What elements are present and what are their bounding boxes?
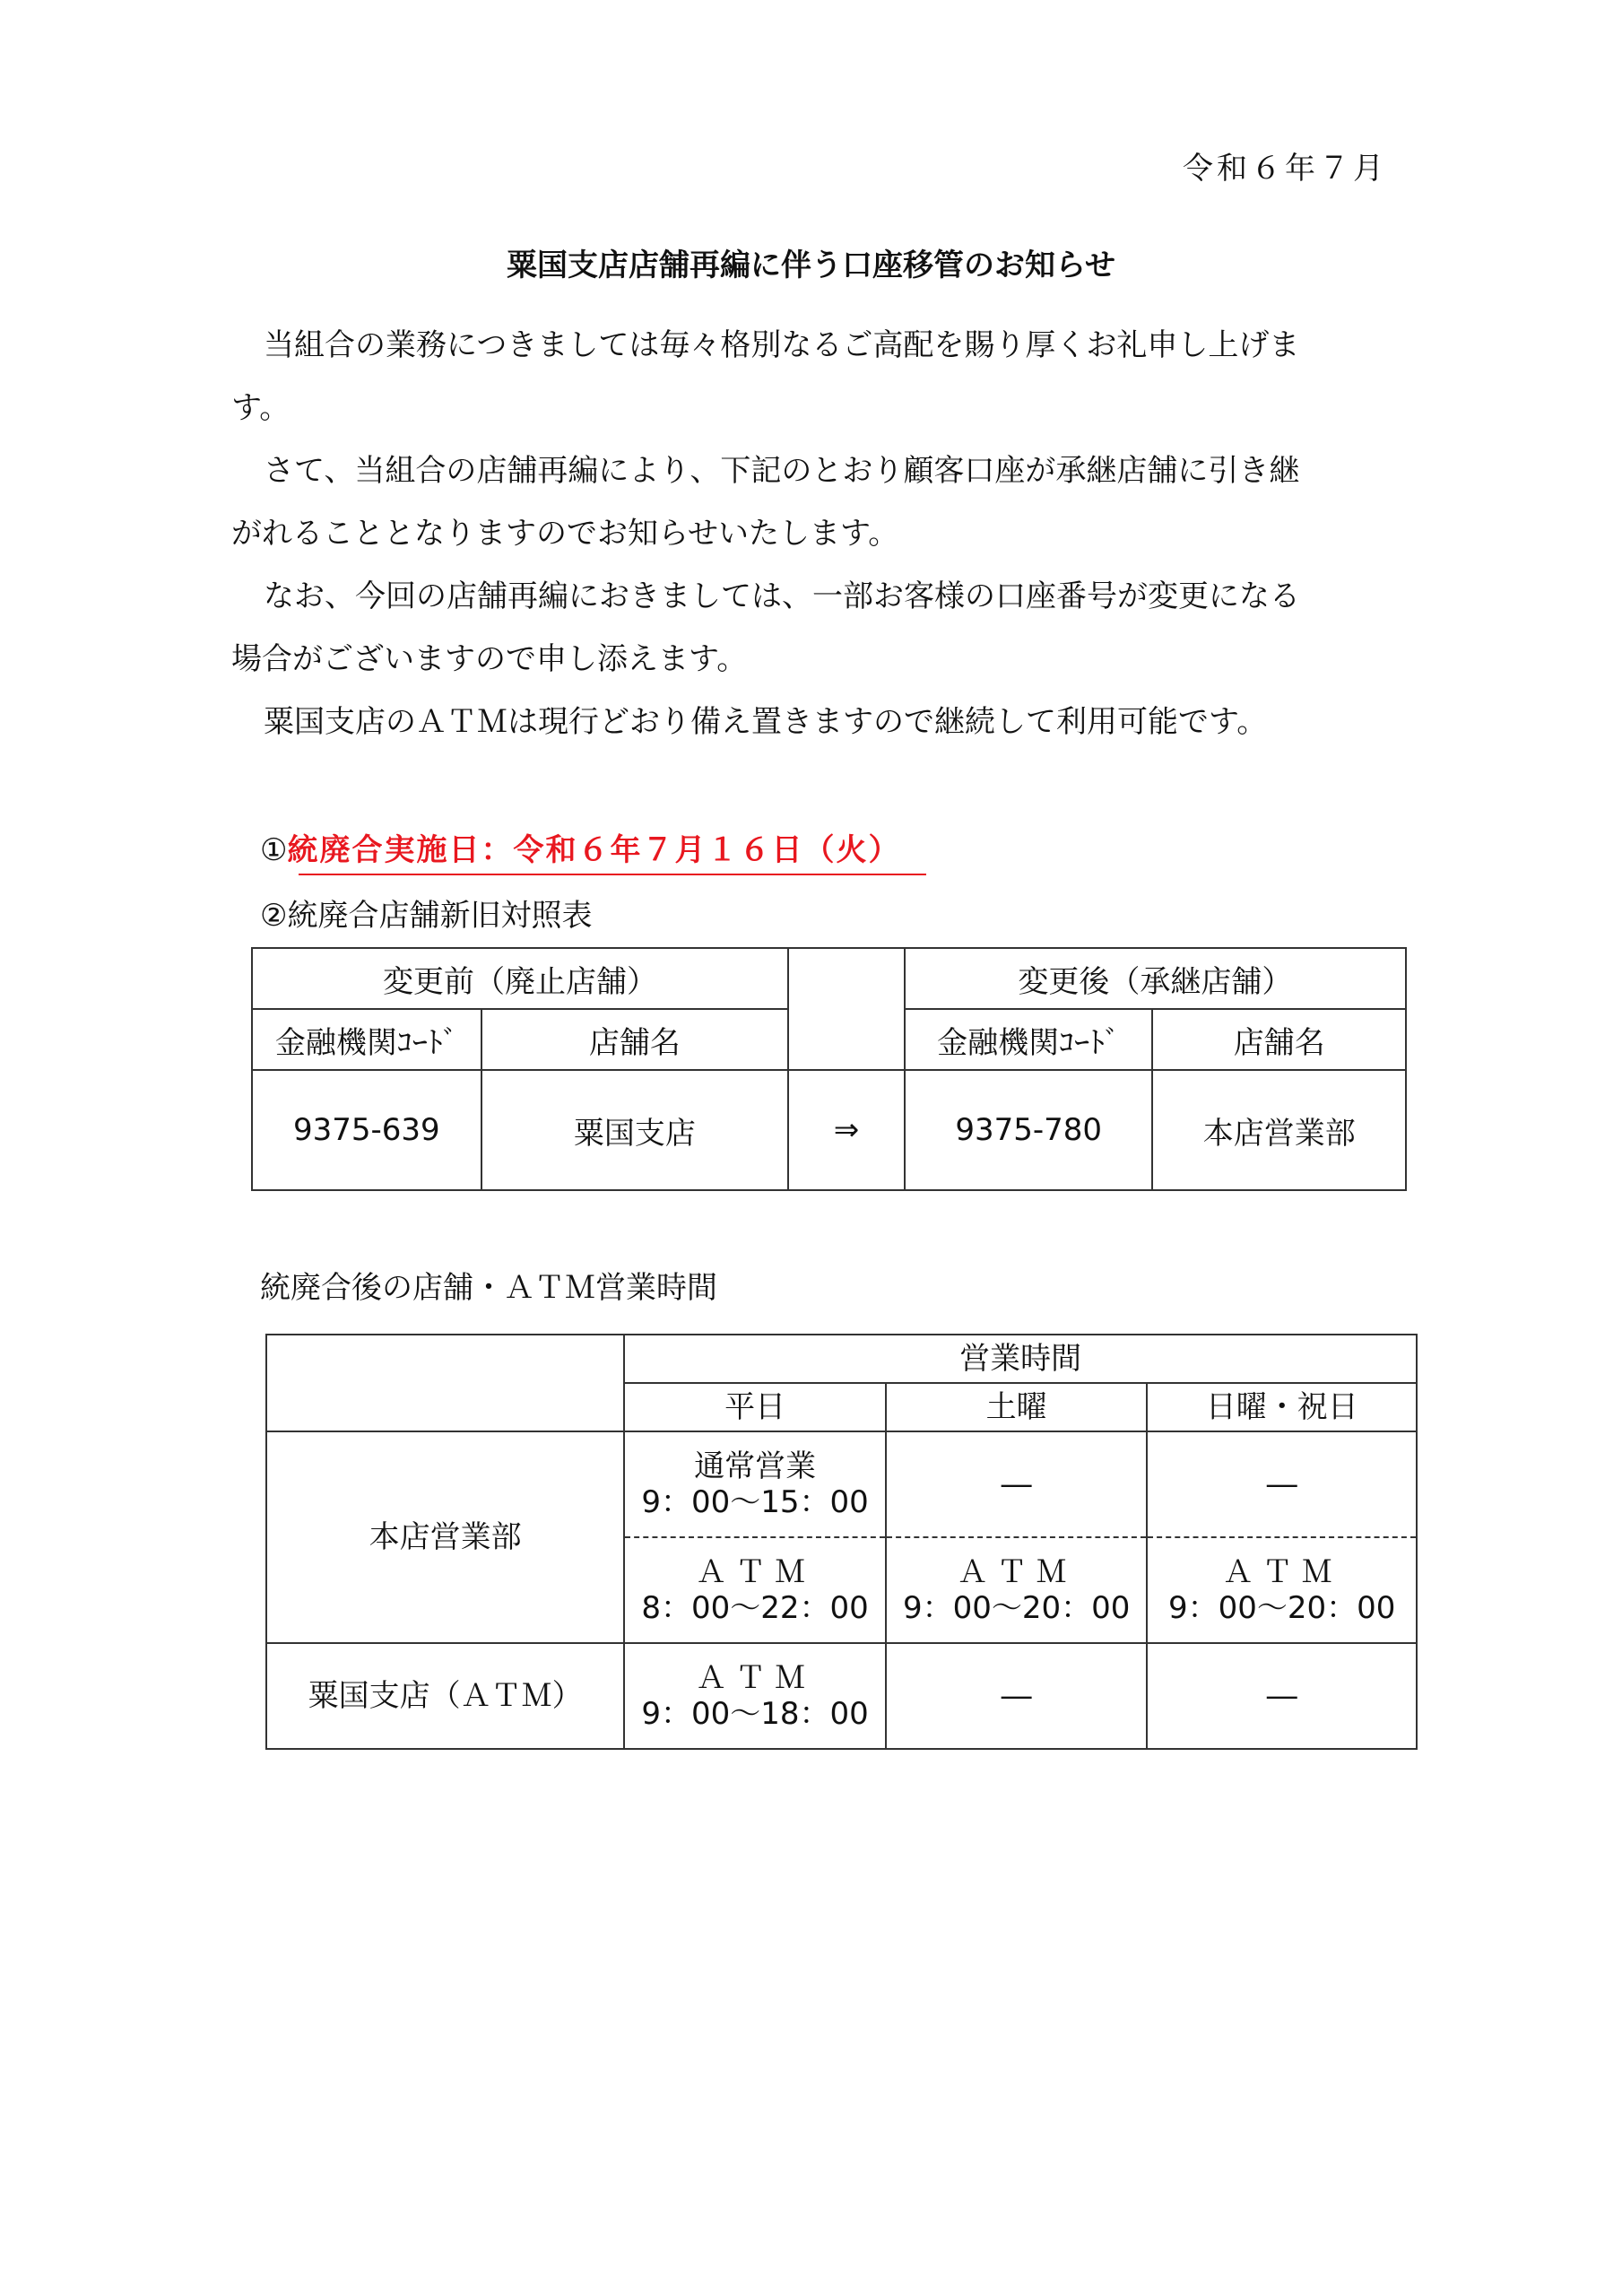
notice-title: 粟国支店店舗再編に伴う口座移管のお知らせ <box>507 248 1115 283</box>
corner-cell <box>266 1335 624 1431</box>
weekday-header: 平日 <box>624 1383 886 1431</box>
atm-weekday-cell <box>624 1537 886 1643</box>
issue-date: 令和６年７月 <box>1183 151 1387 187</box>
atm-sunday-cell <box>1147 1537 1417 1643</box>
atm-label: ＡＴＭ <box>1222 1554 1341 1590</box>
before-name-header: 店舗名 <box>481 1009 788 1070</box>
hours-header: 営業時間 <box>624 1335 1417 1383</box>
atm-saturday-cell <box>886 1537 1148 1643</box>
paragraph-2-line-2: がれることとなりますのでお知らせいたします。 <box>231 516 899 552</box>
item1-marker: ① <box>260 832 288 868</box>
paragraph-2-line-1: さて、当組合の店舗再編により、下記のとおり顧客口座が承継店舗に引き継 <box>264 453 1300 489</box>
paragraph-1-line-2: す。 <box>231 390 291 426</box>
aguni-weekday-cell <box>624 1643 886 1749</box>
branch-comparison-table <box>251 947 1407 1191</box>
business-hours-table <box>265 1334 1418 1750</box>
atm-label: ＡＴＭ <box>696 1554 815 1590</box>
after-code: 9375-780 <box>905 1070 1153 1190</box>
paragraph-1-line-1: 当組合の業務につきましては毎々格別なるご高配を賜り厚くお礼申し上げま <box>264 327 1300 363</box>
aguni-branch-label: 粟国支店（ＡＴＭ） <box>266 1643 624 1749</box>
before-code-header: 金融機関ｺｰﾄﾞ <box>252 1009 481 1070</box>
implementation-date-text: 統廃合実施日：令和６年７月１６日（火） <box>287 832 901 868</box>
paragraph-3-line-2: 場合がございますので申し添えます。 <box>231 641 748 677</box>
body-text <box>231 314 1397 753</box>
after-name: 本店営業部 <box>1152 1070 1406 1190</box>
before-name: 粟国支店 <box>481 1070 788 1190</box>
after-code-header: 金融機関ｺｰﾄﾞ <box>905 1009 1153 1070</box>
after-name-header: 店舗名 <box>1152 1009 1406 1070</box>
regular-label: 通常営業 <box>694 1448 817 1484</box>
atm-saturday-hours: 9：00～20：00 <box>902 1590 1131 1626</box>
arrow-icon: ⇒ <box>788 1070 905 1190</box>
regular-weekday-hours: 9：00～15：00 <box>641 1484 869 1520</box>
comparison-table-caption: ②統廃合店舗新旧対照表 <box>260 898 593 934</box>
regular-sunday: ― <box>1147 1431 1417 1537</box>
aguni-weekday-hours: 9：00～18：00 <box>641 1696 869 1732</box>
paragraph-4: 粟国支店のＡＴＭは現行どおり備え置きますので継続して利用可能です。 <box>264 704 1268 740</box>
atm-label: ＡＴＭ <box>696 1660 815 1696</box>
main-branch-label: 本店営業部 <box>266 1431 624 1643</box>
atm-label: ＡＴＭ <box>957 1554 1076 1590</box>
paragraph-3-line-1: なお、今回の店舗再編におきましては、一部お客様の口座番号が変更になる <box>264 578 1300 614</box>
before-code: 9375-639 <box>252 1070 481 1190</box>
aguni-sunday: ― <box>1147 1643 1417 1749</box>
after-header: 変更後（承継店舗） <box>905 948 1406 1009</box>
saturday-header: 土曜 <box>886 1383 1148 1431</box>
before-header: 変更前（廃止店舗） <box>252 948 788 1009</box>
regular-saturday: ― <box>886 1431 1148 1537</box>
atm-sunday-hours: 9：00～20：00 <box>1168 1590 1396 1626</box>
regular-weekday-cell <box>624 1431 886 1537</box>
implementation-date <box>260 825 900 869</box>
atm-weekday-hours: 8：00～22：00 <box>641 1590 869 1626</box>
sunday-holiday-header: 日曜・祝日 <box>1147 1383 1417 1431</box>
arrow-header-cell <box>788 948 905 1070</box>
aguni-saturday: ― <box>886 1643 1148 1749</box>
hours-table-caption: 統廃合後の店舗・ＡＴＭ営業時間 <box>260 1270 717 1306</box>
red-underline <box>299 874 926 875</box>
